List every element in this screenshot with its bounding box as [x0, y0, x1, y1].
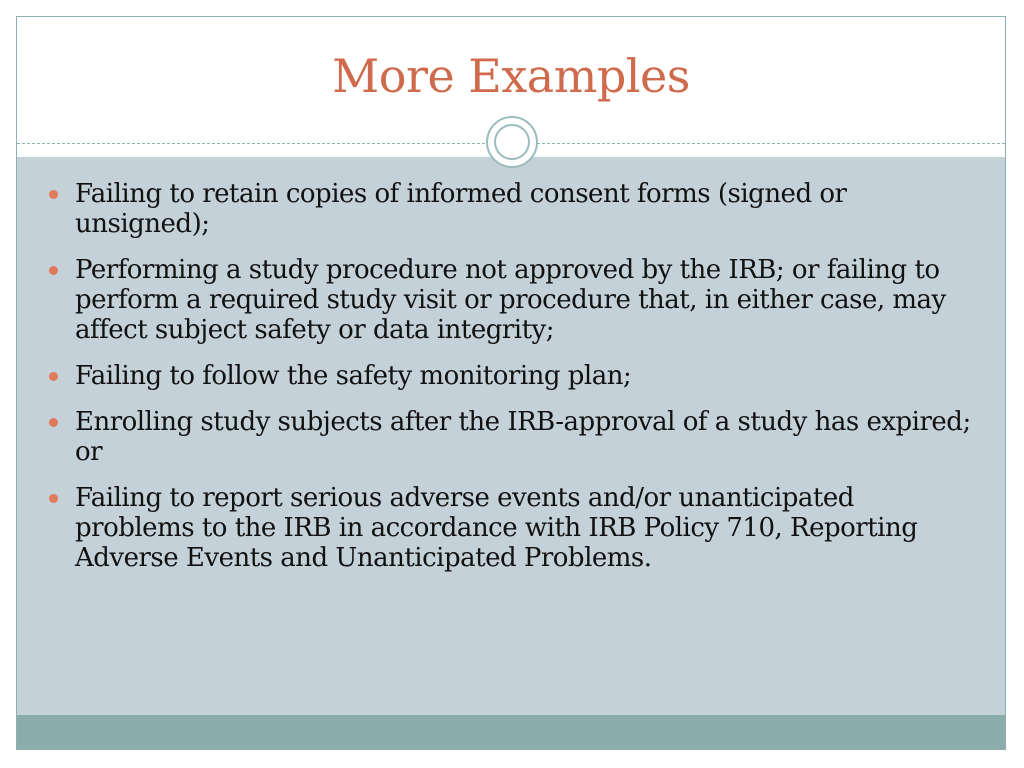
bullet-item [75, 361, 980, 391]
circle-ornament-icon [486, 116, 538, 168]
bullet-text: Failing to follow the safety monitoring plan; [75, 361, 632, 391]
bullet-dot-icon [49, 190, 58, 199]
bullet-item [75, 483, 980, 573]
bullet-text: Enrolling study subjects after the IRB-approval of a study has expired; or [75, 407, 971, 467]
bullet-dot-icon [49, 494, 58, 503]
bullet-dot-icon [49, 372, 58, 381]
bullet-text: Failing to report serious adverse events and/or unanticipated problems to the IRB in accordance with IRB Policy 710, Reporting Adverse Events and Unanticipated Problems. [75, 483, 918, 573]
bullet-item [75, 255, 980, 345]
slide [16, 16, 1006, 750]
bullet-item [75, 179, 980, 239]
slide-title: More Examples [332, 49, 690, 103]
bullet-dot-icon [49, 266, 58, 275]
bullet-text: Performing a study procedure not approved by the IRB; or failing to perform a required study visit or procedure that, in either case, may affect subject safety or data integrity; [75, 255, 946, 345]
content-area [17, 157, 1005, 717]
footer-band [17, 715, 1005, 749]
bullet-text: Failing to retain copies of informed consent forms (signed or unsigned); [75, 179, 847, 239]
bullet-list [75, 179, 980, 589]
bullet-item [75, 407, 980, 467]
bullet-dot-icon [49, 418, 58, 427]
